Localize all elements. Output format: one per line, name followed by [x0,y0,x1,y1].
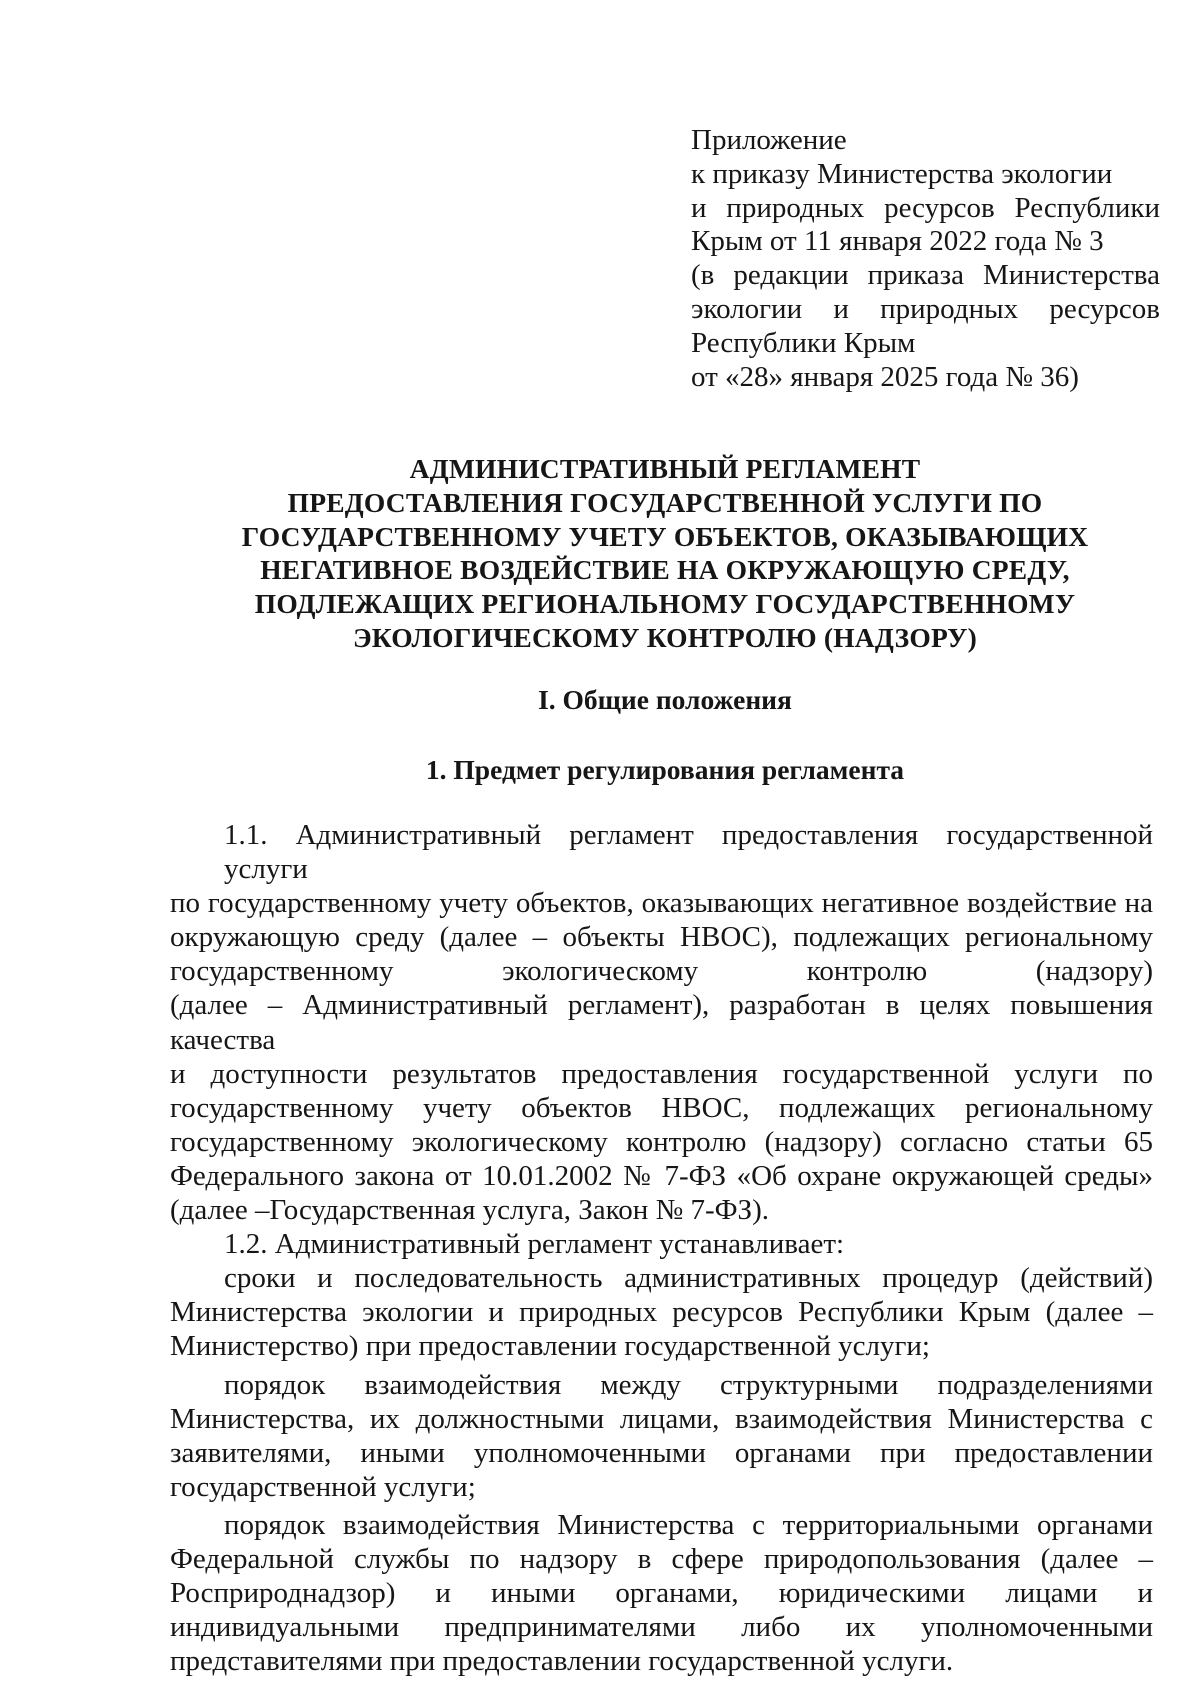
title-line: АДМИНИСТРАТИВНЫЙ РЕГЛАМЕНТ [409,453,921,484]
paragraph-line: государственному экологическому контролю (надзору) [170,955,1153,988]
paragraph-line: по государственному учету объектов, оказывающих негативное воздействие на [170,887,1153,920]
paragraph-line: Министерства, их должностными лицами, взаимодействия Министерства с [170,1402,1153,1435]
paragraph-line: представителями при предоставлении государственной услуги. [170,1645,954,1678]
appendix-line: и природных ресурсов Республики [691,191,1160,224]
paragraph-line: Федерального закона от 10.01.2002 № 7-ФЗ «Об охране окружающей среды» [170,1159,1153,1192]
document-title [150,452,1180,655]
appendix-line: от «28» января 2025 года № 36) [691,360,1079,393]
appendix-line: Республики Крым [691,326,916,359]
paragraph-line: 1.2. Административный регламент устанавливает: [224,1228,845,1261]
paragraph-line: порядок взаимодействия между структурными подразделениями [224,1368,1153,1401]
paragraph-line: Министерства экологии и природных ресурсов Республики Крым (далее – [170,1296,1153,1329]
appendix-line: (в редакции приказа Министерства [691,259,1160,292]
appendix-line: Крым от 11 января 2022 года № 3 [691,225,1104,258]
appendix-line: к приказу Министерства экологии [691,157,1113,190]
title-line: ЭКОЛОГИЧЕСКОМУ КОНТРОЛЮ (НАДЗОРУ) [352,621,978,653]
title-line: ПРЕДОСТАВЛЕНИЯ ГОСУДАРСТВЕННОЙ УСЛУГИ ПО [287,486,1043,518]
paragraph-line: Министерство) при предоставлении государственной услуги; [170,1330,930,1363]
title-line: НЕГАТИВНОЕ ВОЗДЕЙСТВИЕ НА ОКРУЖАЮЩУЮ СРЕДУ, [260,554,1070,586]
paragraph-line: Федеральной службы по надзору в сфере природопользования (далее – [170,1542,1153,1575]
appendix-line: Приложение [691,124,847,156]
paragraph-line: государственному учету объектов НВОС, подлежащих региональному [170,1091,1153,1124]
paragraph-line: и доступности результатов предоставления государственной услуги по [170,1057,1153,1090]
appendix-block [691,124,1160,394]
paragraph-line: Росприроднадзор) и иными органами, юридическими лицами и [170,1577,1153,1610]
paragraph-line: (далее – Административный регламент), разработан в целях повышения качества [170,989,1153,1056]
title-line: ПОДЛЕЖАЩИХ РЕГИОНАЛЬНОМУ ГОСУДАРСТВЕННОМУ [254,588,1076,620]
subsection-heading: 1. Предмет регулирования регламента [425,754,905,785]
paragraph-line: государственной услуги; [170,1470,476,1503]
paragraph-line: порядок взаимодействия Министерства с территориальными органами [224,1508,1153,1541]
title-line: ГОСУДАРСТВЕННОМУ УЧЕТУ ОБЪЕКТОВ, ОКАЗЫВАЮЩИХ [241,520,1089,552]
paragraph-line: (далее –Государственная услуга, Закон № 7-ФЗ). [170,1194,769,1227]
appendix-line: экологии и природных ресурсов [691,292,1160,325]
paragraph-line: заявителями, иными уполномоченными органами при предоставлении [170,1436,1153,1469]
paragraph-line: 1.1. Административный регламент предоставления государственной услуги [224,819,1153,886]
paragraph-line: государственному экологическому контролю (надзору) согласно статьи 65 [170,1125,1153,1158]
paragraph-line: индивидуальными предпринимателями либо их уполномоченными [170,1611,1153,1644]
section-heading: I. Общие положения [538,684,792,715]
body-text [170,818,1153,1678]
paragraph-line: сроки и последовательность административных процедур (действий) [224,1262,1153,1295]
paragraph-line: окружающую среду (далее – объекты НВОС), подлежащих региональному [170,921,1153,954]
